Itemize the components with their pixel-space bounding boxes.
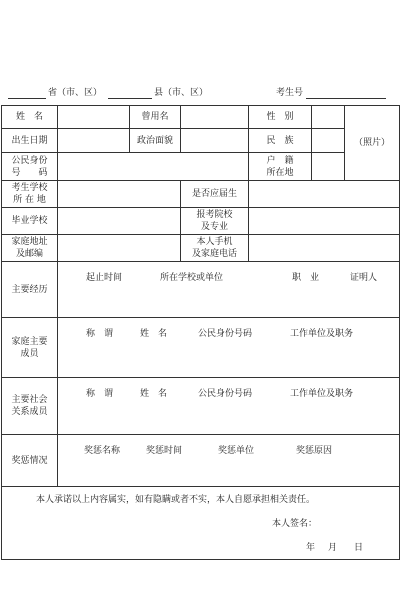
hukou-label: 户 籍 所在地 — [249, 153, 312, 181]
date-day: 日 — [354, 543, 364, 553]
experience-col-time: 起止时间 — [86, 273, 123, 283]
county-blank[interactable] — [108, 98, 152, 99]
grad-school-label: 毕业学校 — [2, 208, 58, 235]
county-label: 县（市、区） — [154, 88, 209, 98]
pledge-text: 本人承诺以上内容属实，如有隐瞒或者不实，本人自愿承担相关责任。 — [36, 495, 316, 505]
experience-label: 主要经历 — [2, 262, 58, 318]
social-col-name: 姓 名 — [140, 389, 168, 399]
apply-school-field[interactable] — [249, 208, 400, 235]
form-header — [0, 86, 400, 100]
family-col-work: 工作单位及职务 — [290, 329, 354, 339]
gender-field[interactable] — [312, 106, 345, 129]
experience-field[interactable] — [58, 262, 400, 318]
awards-col-unit: 奖惩单位 — [218, 446, 255, 456]
family-col-name: 姓 名 — [140, 329, 168, 339]
name-label: 姓 名 — [2, 106, 58, 129]
experience-col-job: 职 业 — [292, 273, 320, 283]
province-label: 省（市、区） — [48, 88, 103, 98]
school-location-field[interactable] — [58, 181, 181, 208]
registration-form — [1, 105, 400, 560]
social-col-work: 工作单位及职务 — [290, 389, 354, 399]
photo-box[interactable]: （照片） — [345, 106, 400, 181]
family-col-title: 称 谓 — [86, 329, 114, 339]
awards-field[interactable] — [58, 435, 400, 487]
apply-school-label: 报考院校 及专业 — [181, 208, 249, 235]
social-col-title: 称 谓 — [86, 389, 114, 399]
experience-col-witness: 证明人 — [350, 273, 378, 283]
family-field[interactable] — [58, 318, 400, 378]
ethnicity-field[interactable] — [312, 129, 345, 153]
address-field[interactable] — [58, 235, 181, 262]
name-field[interactable] — [58, 106, 130, 129]
phone-label: 本人手机 及家庭电话 — [181, 235, 249, 262]
pledge-section — [2, 487, 400, 560]
fresh-grad-field[interactable] — [249, 181, 400, 208]
date-month: 月 — [328, 543, 338, 553]
awards-col-reason: 奖惩原因 — [296, 446, 333, 456]
awards-col-name: 奖惩名称 — [84, 446, 121, 456]
birth-date-label: 出生日期 — [2, 129, 58, 153]
social-col-id: 公民身份号码 — [198, 389, 253, 399]
politics-field[interactable] — [181, 129, 249, 153]
id-number-field[interactable] — [58, 153, 249, 181]
address-label: 家庭地址 及邮编 — [2, 235, 58, 262]
social-label: 主要社会 关系成员 — [2, 378, 58, 435]
hukou-field[interactable] — [312, 153, 345, 181]
gender-label: 性 别 — [249, 106, 312, 129]
signature-label: 本人签名： — [272, 519, 318, 529]
experience-col-school: 所在学校或单位 — [160, 273, 224, 283]
date-year: 年 — [306, 543, 316, 553]
fresh-grad-label: 是否应届生 — [181, 181, 249, 208]
family-label: 家庭主要 成员 — [2, 318, 58, 378]
awards-label: 奖惩情况 — [2, 435, 58, 487]
phone-field[interactable] — [249, 235, 400, 262]
family-col-id: 公民身份号码 — [198, 329, 253, 339]
province-blank[interactable] — [8, 98, 46, 99]
id-number-label: 公民身份 号 码 — [2, 153, 58, 181]
politics-label: 政治面貌 — [130, 129, 181, 153]
ethnicity-label: 民 族 — [249, 129, 312, 153]
social-field[interactable] — [58, 378, 400, 435]
exam-no-label: 考生号 — [276, 88, 304, 98]
former-name-label: 曾用名 — [130, 106, 181, 129]
former-name-field[interactable] — [181, 106, 249, 129]
exam-no-blank[interactable] — [306, 98, 386, 99]
awards-col-time: 奖惩时间 — [146, 446, 183, 456]
school-location-label: 考生学校 所 在 地 — [2, 181, 58, 208]
birth-date-field[interactable] — [58, 129, 130, 153]
grad-school-field[interactable] — [58, 208, 181, 235]
